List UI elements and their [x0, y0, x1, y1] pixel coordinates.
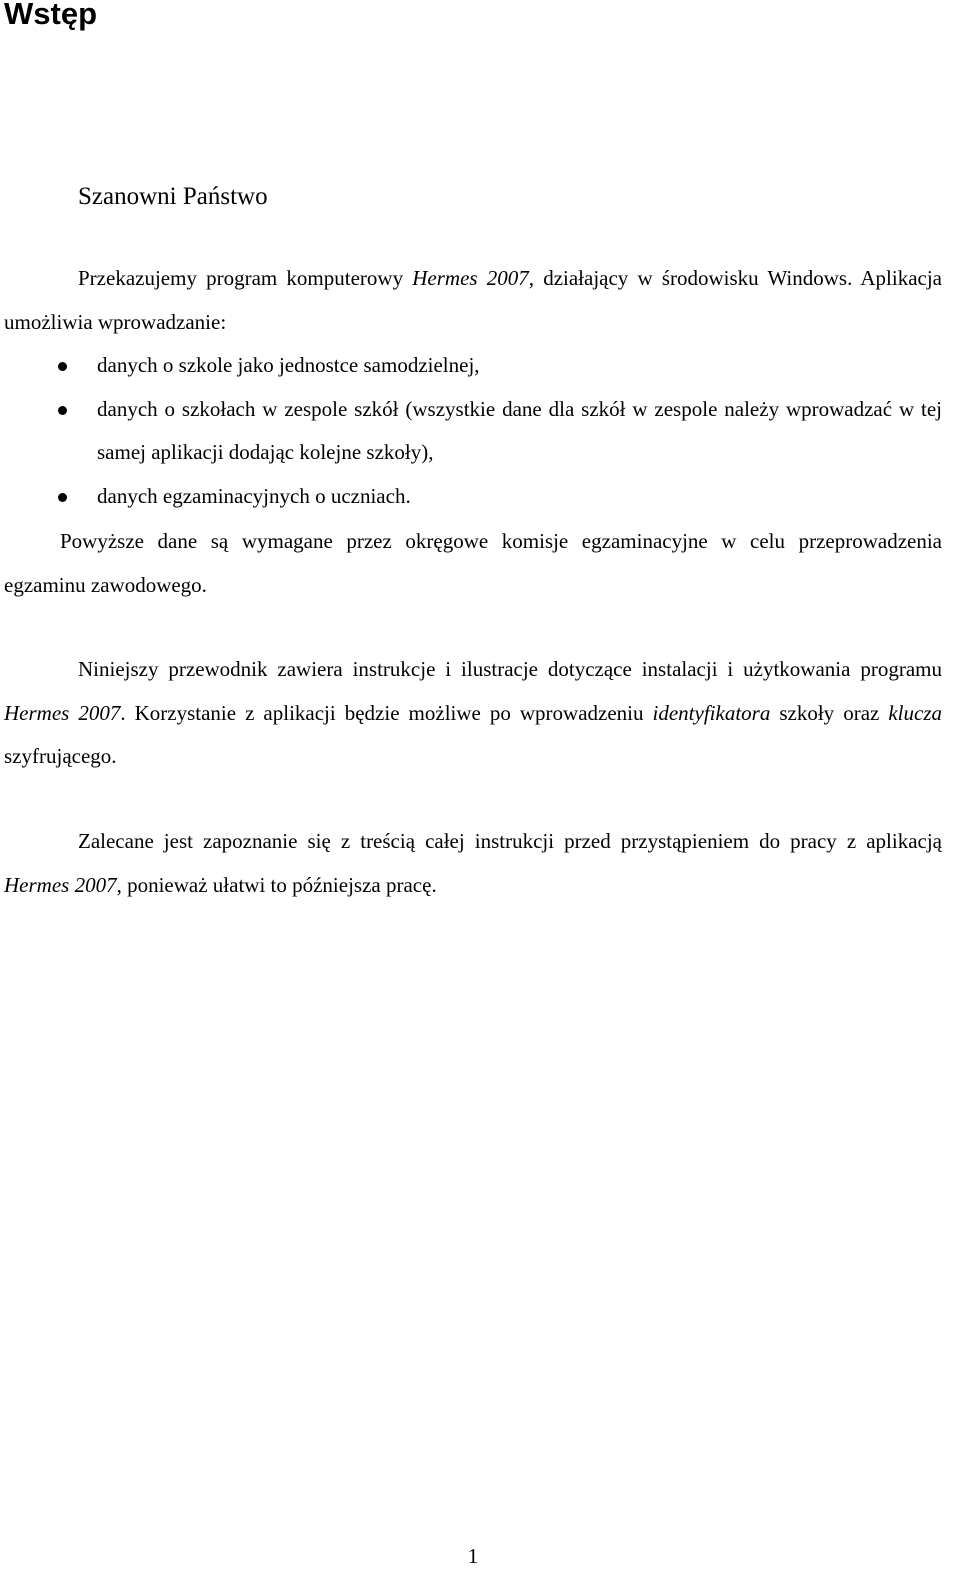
bullet-icon	[58, 406, 67, 415]
guide-identifier-term: identyfikatora	[652, 700, 771, 725]
data-entry-list	[4, 344, 942, 518]
page-title: Wstęp	[4, 0, 97, 31]
intro-text-after: , działający w środowisku Windows. Aplikacja umożliwia wprowadzanie:	[4, 266, 942, 334]
guide-text-after: szyfrującego.	[4, 744, 117, 768]
list-item-text: danych egzaminacyjnych o uczniach.	[97, 483, 411, 508]
guide-key-term: klucza	[888, 700, 943, 725]
bullet-icon	[58, 362, 67, 371]
list-item	[4, 344, 942, 388]
intro-text-before: Przekazujemy program komputerowy	[78, 266, 413, 290]
guide-program-name: Hermes 2007	[4, 700, 121, 725]
intro-program-name: Hermes 2007	[412, 266, 529, 290]
recommend-text-before: Zalecane jest zapoznanie się z treścią całej instrukcji przed przystąpieniem do pracy z aplikacją	[78, 829, 942, 853]
recommendation-paragraph	[4, 820, 942, 907]
guide-paragraph	[4, 648, 942, 779]
guide-text-middle2: szkoły oraz	[770, 700, 889, 725]
bullet-icon	[58, 493, 67, 502]
recommend-text-after: , ponieważ ułatwi to późniejsza pracę.	[116, 872, 437, 897]
requirements-paragraph: Powyższe dane są wymagane przez okręgowe komisje egzaminacyjne w celu przeprowadzenia egzaminu zawodowego.	[4, 529, 942, 597]
list-item-text: danych o szkołach w zespole szkół (wszystkie dane dla szkół w zespole należy wprowadzać w tej samej aplikacji dodając kolejne szkoły),	[97, 396, 942, 464]
list-item	[4, 388, 942, 475]
guide-text-before: Niniejszy przewodnik zawiera instrukcje i ilustracje dotyczące instalacji i użytkowania programu	[78, 657, 942, 681]
recommend-program-name: Hermes 2007	[4, 872, 117, 897]
list-item	[4, 475, 942, 519]
intro-paragraph	[4, 257, 942, 344]
list-item-text: danych o szkole jako jednostce samodzielnej,	[97, 353, 480, 377]
salutation: Szanowni Państwo	[78, 183, 268, 210]
guide-text-middle: . Korzystanie z aplikacji będzie możliwe po wprowadzeniu	[120, 700, 653, 725]
page-number: 1	[467, 1544, 479, 1568]
